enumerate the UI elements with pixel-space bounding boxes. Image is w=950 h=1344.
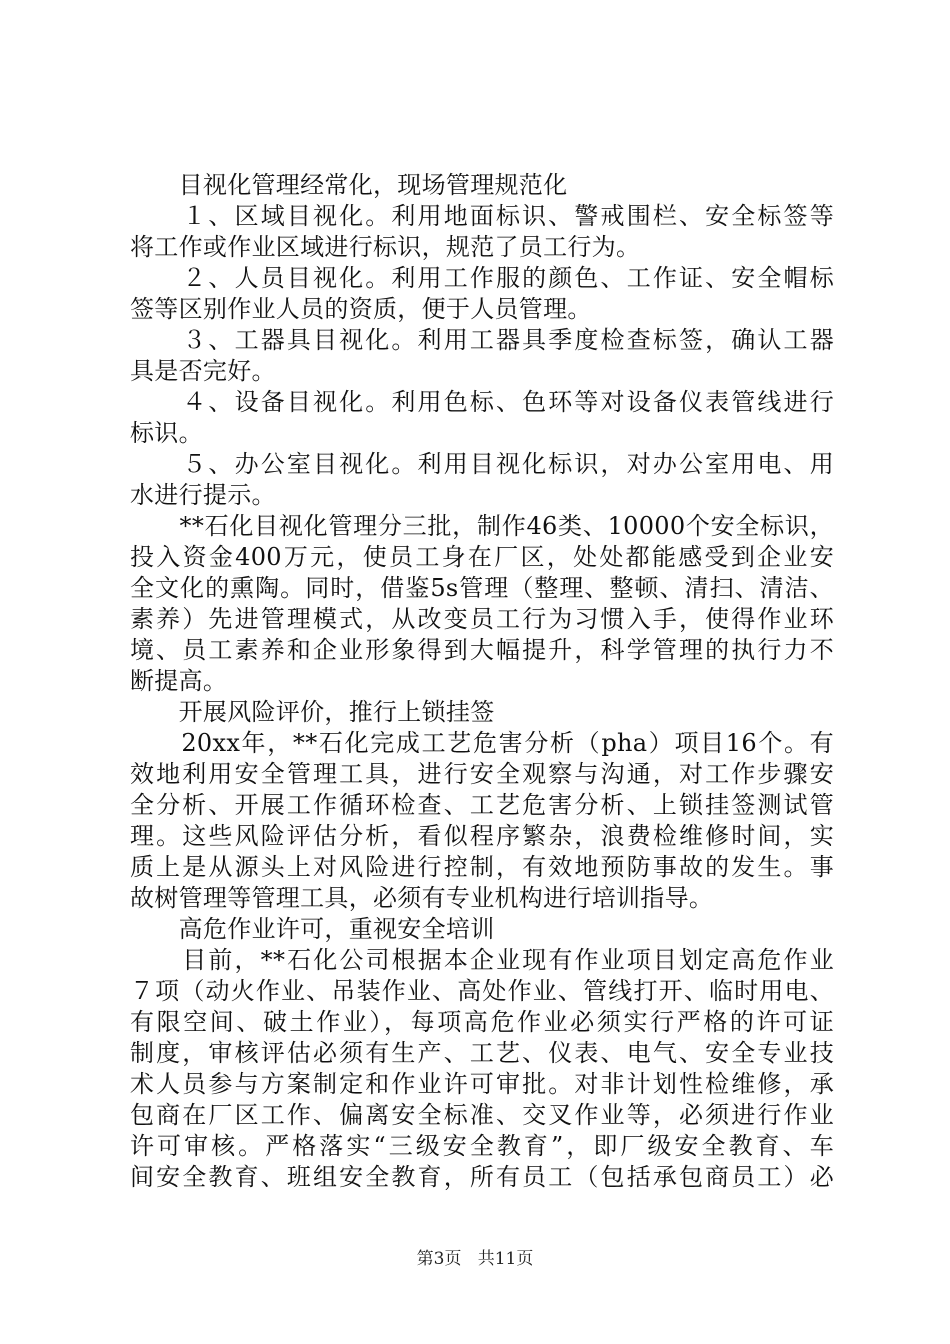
text-line: 间安全教育、班组安全教育，所有员工（包括承包商员工）必: [130, 1163, 834, 1191]
page-number: 第3页: [416, 1249, 462, 1269]
text-line: 制度，审核评估必须有生产、工艺、仪表、电气、安全专业技: [130, 1039, 834, 1067]
section-heading-risk-assessment: 开展风险评价，推行上锁挂签: [130, 698, 495, 726]
text-line: 将工作或作业区域进行标识，规范了员工行为。: [130, 233, 641, 261]
text-line: ４、设备目视化。利用色标、色环等对设备仪表管线进行: [130, 388, 834, 416]
text-line: 标识。: [130, 419, 203, 447]
text-line: ７项（动火作业、吊装作业、高处作业、管线打开、临时用电、: [130, 977, 834, 1005]
text-line: 效地利用安全管理工具，进行安全观察与沟通，对工作步骤安: [130, 760, 834, 788]
text-line: ２、人员目视化。利用工作服的颜色、工作证、安全帽标: [130, 264, 834, 292]
section-heading-high-risk-permit: 高危作业许可，重视安全培训: [130, 915, 495, 943]
footer-spacer: [467, 1249, 472, 1269]
text-line: 具是否完好。: [130, 357, 276, 385]
text-line: 故树管理等管理工具，必须有专业机构进行培训指导。: [130, 884, 714, 912]
text-line: 全分析、开展工作循环检查、工艺危害分析、上锁挂签测试管: [130, 791, 834, 819]
text-line: ３、工器具目视化。利用工器具季度检查标签，确认工器: [130, 326, 834, 354]
text-line: １、区域目视化。利用地面标识、警戒围栏、安全标签等: [130, 202, 834, 230]
text-line: 包商在厂区工作、偏离安全标准、交叉作业等，必须进行作业: [130, 1101, 834, 1129]
page-footer: [0, 1244, 950, 1269]
text-line: **石化目视化管理分三批，制作46类、10000个安全标识，: [130, 512, 834, 540]
text-line: 质上是从源头上对风险进行控制，有效地预防事故的发生。事: [130, 853, 834, 881]
text-line: 签等区别作业人员的资质，便于人员管理。: [130, 295, 592, 323]
total-pages: 共11页: [477, 1249, 534, 1269]
text-line: 投入资金400万元，使员工身在厂区，处处都能感受到企业安: [130, 543, 834, 571]
text-line: 许可审核。严格落实“三级安全教育”，即厂级安全教育、车: [130, 1132, 834, 1160]
document-body: [130, 170, 834, 1193]
text-line: 境、员工素养和企业形象得到大幅提升，科学管理的执行力不: [130, 636, 834, 664]
text-line: 断提高。: [130, 667, 228, 695]
text-line: ５、办公室目视化。利用目视化标识，对办公室用电、用: [130, 450, 834, 478]
text-line: 目前，**石化公司根据本企业现有作业项目划定高危作业: [130, 946, 834, 974]
text-line: 素养）先进管理模式，从改变员工行为习惯入手，使得作业环: [130, 605, 834, 633]
text-line: 理。这些风险评估分析，看似程序繁杂，浪费检维修时间，实: [130, 822, 834, 850]
text-line: 20xx年，**石化完成工艺危害分析（pha）项目16个。有: [130, 729, 834, 757]
text-line: 全文化的熏陶。同时，借鉴5s管理（整理、整顿、清扫、清洁、: [130, 574, 834, 602]
text-line: 术人员参与方案制定和作业许可审批。对非计划性检维修，承: [130, 1070, 834, 1098]
text-line: 水进行提示。: [130, 481, 276, 509]
text-line: 有限空间、破土作业），每项高危作业必须实行严格的许可证: [130, 1008, 834, 1036]
section-heading-visual-management: 目视化管理经常化，现场管理规范化: [130, 171, 568, 199]
